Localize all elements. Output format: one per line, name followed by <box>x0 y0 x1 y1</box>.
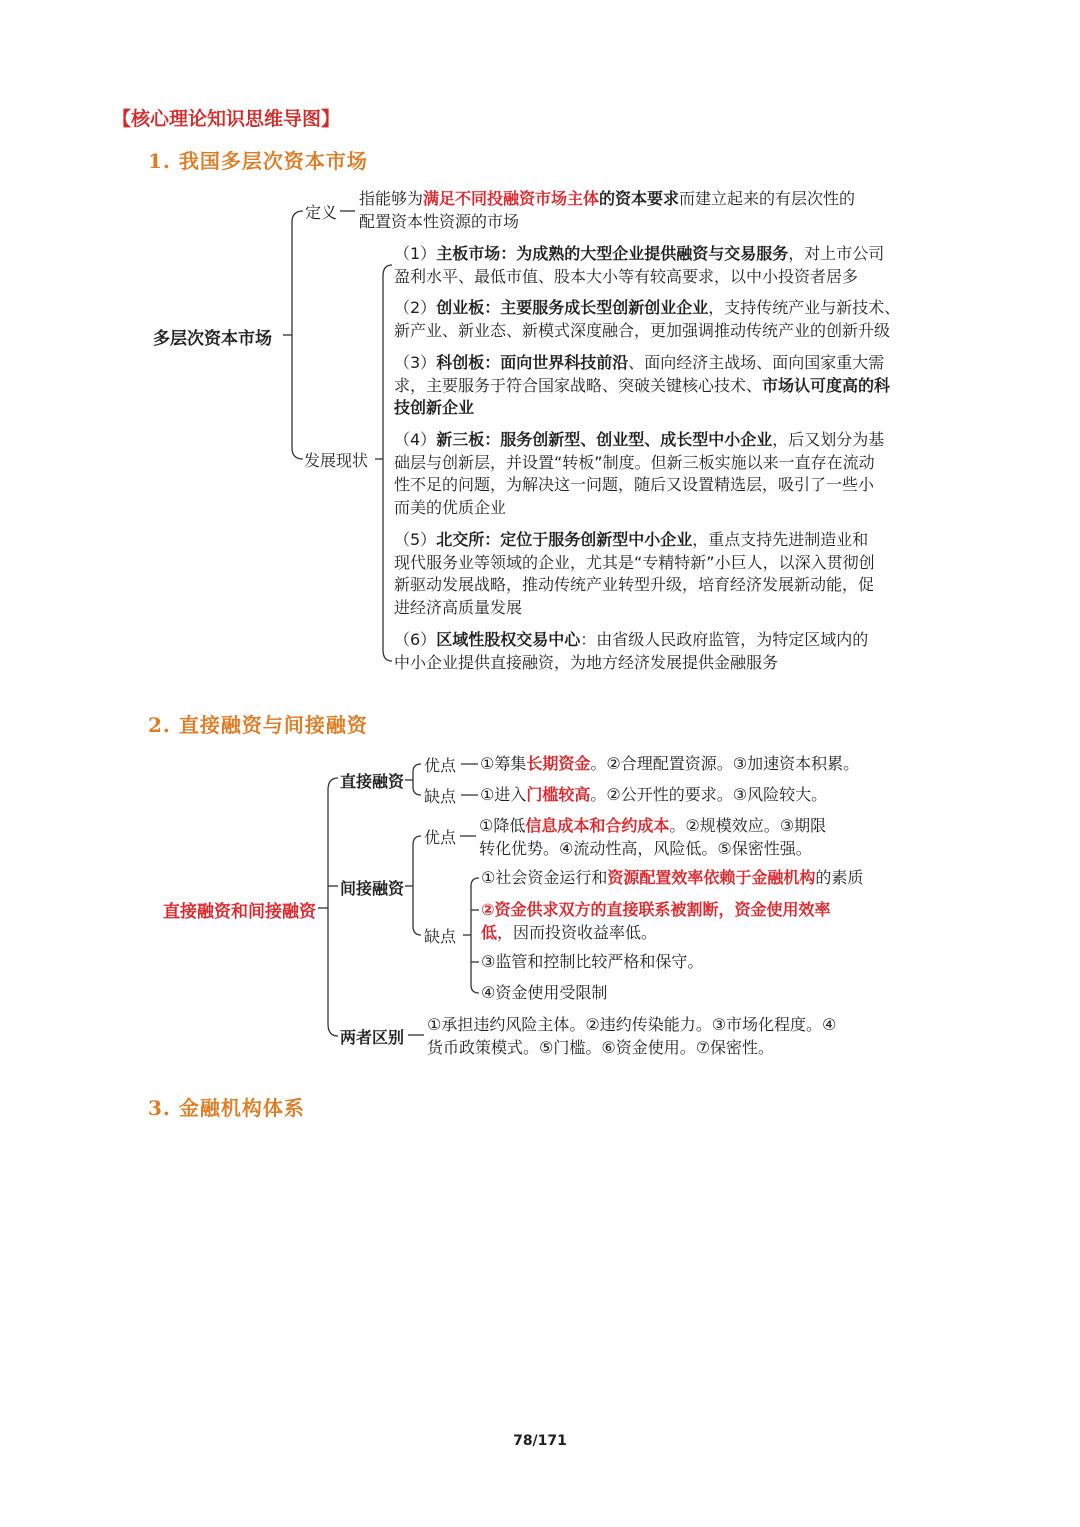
direct-dis-text: ①进入门槛较高。②公开性的要求。③风险较大。 <box>480 785 828 804</box>
indirect-adv-text: ①降低信息成本和合约成本。②规模效应。③期限 转化优势。④流动性高，风险低。⑤保密性强。 <box>479 816 827 858</box>
differences-node: 两者区别 <box>340 1028 405 1047</box>
section1-root-node: 多层次资本市场 <box>153 329 272 349</box>
section1-heading: 1. 我国多层次资本市场 <box>148 149 368 173</box>
direct-adv-text: ①筹集长期资金。②合理配置资源。③加速资本积累。 <box>480 754 860 773</box>
direct-adv-label: 优点 <box>424 756 457 775</box>
market-item-chinext: （2）创业板：主要服务成长型创新创业企业，支持传统产业与新技术、 新产业、新业态、新模式深度融合，更加强调推动传统产业的创新升级 <box>394 298 901 340</box>
section2-heading: 2. 直接融资与间接融资 <box>148 713 368 737</box>
indirect-dis-item-4: ④资金使用受限制 <box>481 983 608 1002</box>
definition-label: 定义 <box>305 203 338 222</box>
indirect-dis-label: 缺点 <box>424 927 457 946</box>
market-item-neeq: （4）新三板：服务创新型、创业型、成长型中小企业，后又划分为基 础层与创新层，并设置“转板”制度。但新三板实施以来一直存在流动 性不足的问题，为解决这一问题，随后又设置精选层，吸引了一些小 而美的优质企业 <box>394 430 885 517</box>
market-item-regional-equity: （6）区域性股权交易中心：由省级人民政府监管，为特定区域内的 中小企业提供直接融资，为地方经济发展提供金融服务 <box>394 630 869 672</box>
direct-dis-label: 缺点 <box>424 787 457 806</box>
indirect-dis-item-1: ①社会资金运行和资源配置效率依赖于金融机构的素质 <box>481 868 864 887</box>
direct-financing-node: 直接融资 <box>340 772 405 791</box>
indirect-dis-item-2: ②资金供求双方的直接联系被割断，资金使用效率 低，因而投资收益率低。 <box>481 900 831 942</box>
page-number: 78/171 <box>513 1433 567 1449</box>
section3-heading: 3. 金融机构体系 <box>148 1096 305 1120</box>
status-label: 发展现状 <box>304 451 369 470</box>
differences-text: ①承担违约风险主体。②违约传染能力。③市场化程度。④ 货币政策模式。⑤门槛。⑥资金使用。⑦保密性。 <box>427 1015 837 1057</box>
indirect-dis-item-3: ③监管和控制比较严格和保守。 <box>481 952 704 971</box>
main-title: 【核心理论知识思维导图】 <box>112 108 341 130</box>
market-item-main-board: （1）主板市场：为成熟的大型企业提供融资与交易服务，对上市公司 盈利水平、最低市值、股本大小等有较高要求，以中小投资者居多 <box>394 244 885 286</box>
definition-text: 指能够为满足不同投融资市场主体的资本要求而建立起来的有层次性的 配置资本性资源的市场 <box>359 189 856 231</box>
indirect-financing-node: 间接融资 <box>340 879 405 898</box>
market-item-bse: （5）北交所：定位于服务创新型中小企业，重点支持先进制造业和 现代服务业等领域的企业，尤其是“专精特新”小巨人，以深入贯彻创 新驱动发展战略，推动传统产业转型升级，培育经济发展新动能，促 进经济高质量发展 <box>394 530 875 617</box>
section2-root-node: 直接融资和间接融资 <box>163 902 316 922</box>
market-item-star-market: （3）科创板：面向世界科技前沿、面向经济主战场、面向国家重大需 求，主要服务于符合国家战略、突破关键核心技术、市场认可度高的科 技创新企业 <box>394 353 891 417</box>
indirect-adv-label: 优点 <box>424 828 457 847</box>
